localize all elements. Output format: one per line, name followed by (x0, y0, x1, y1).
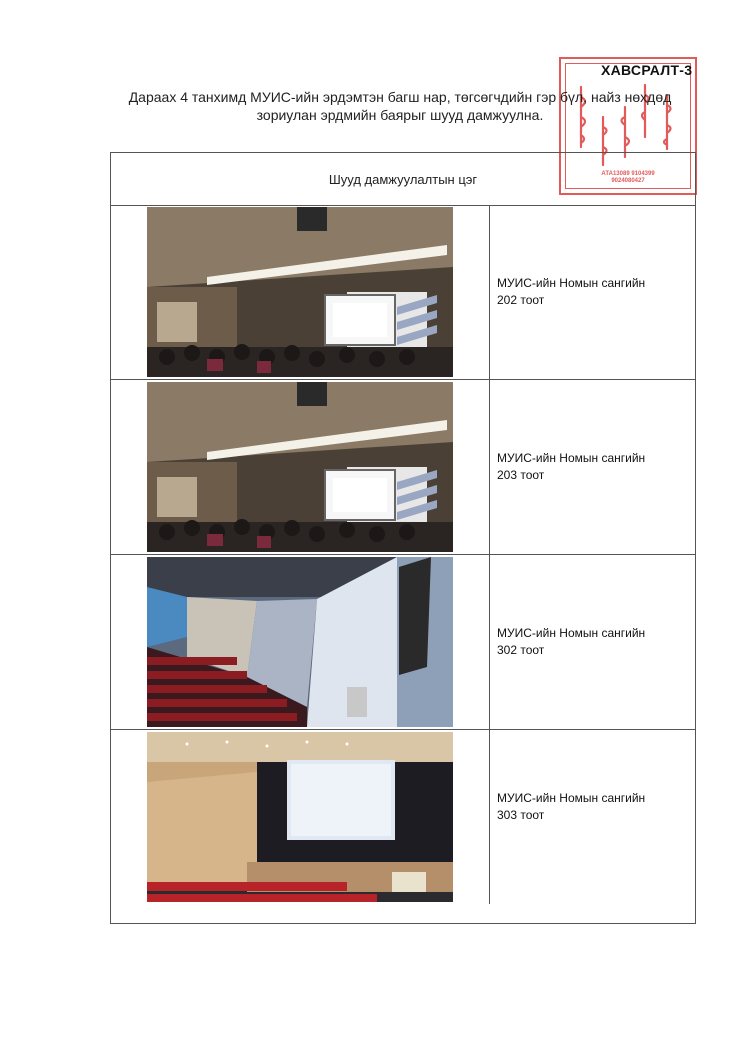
room-number: 302 тоот (497, 643, 545, 657)
auditorium-photo-icon (147, 207, 453, 377)
intro-line: зориулан эрдмийн баярыг шууд дамжуулна. (256, 107, 544, 123)
room-number: 203 тоот (497, 468, 545, 482)
column-divider (489, 380, 490, 554)
intro-line: Дараах 4 танхимд МУИС-ийн эрдэмтэн багш нар, төгсөгчдийн гэр бүл, найз нөхдөд (128, 89, 672, 105)
lecture-hall-photo-icon (147, 557, 453, 727)
location-label (497, 625, 687, 659)
column-divider (489, 555, 490, 729)
intro-paragraph (100, 88, 700, 124)
theater-photo-icon (147, 732, 453, 902)
location-line: МУИС-ийн Номын сангийн (497, 451, 646, 465)
location-label (497, 790, 687, 824)
table-row (111, 205, 695, 380)
table-row (111, 730, 695, 904)
room-number: 202 тоот (497, 293, 545, 307)
annex-label: ХАВСРАЛТ-3 (601, 62, 693, 78)
location-line: МУИС-ийн Номын сангийн (497, 791, 646, 805)
hall-photo-202 (147, 207, 453, 377)
table-row (111, 555, 695, 730)
location-line: МУИС-ийн Номын сангийн (497, 626, 646, 640)
hall-photo-203 (147, 382, 453, 552)
stamp-number-line: АТА13089 9104399 (601, 171, 655, 177)
auditorium-photo-icon (147, 382, 453, 552)
table-header-label: Шууд дамжуулалтын цэг (328, 171, 478, 187)
room-number: 303 тоот (497, 808, 545, 822)
location-line: МУИС-ийн Номын сангийн (497, 276, 646, 290)
column-divider (489, 730, 490, 904)
broadcast-locations-table (110, 152, 696, 924)
location-label (497, 275, 687, 309)
stamp-number-line: 9024080427 (611, 178, 645, 184)
column-divider (489, 205, 490, 379)
hall-photo-302 (147, 557, 453, 727)
table-header (111, 153, 695, 206)
table-row (111, 380, 695, 555)
location-label (497, 450, 687, 484)
hall-photo-303 (147, 732, 453, 902)
